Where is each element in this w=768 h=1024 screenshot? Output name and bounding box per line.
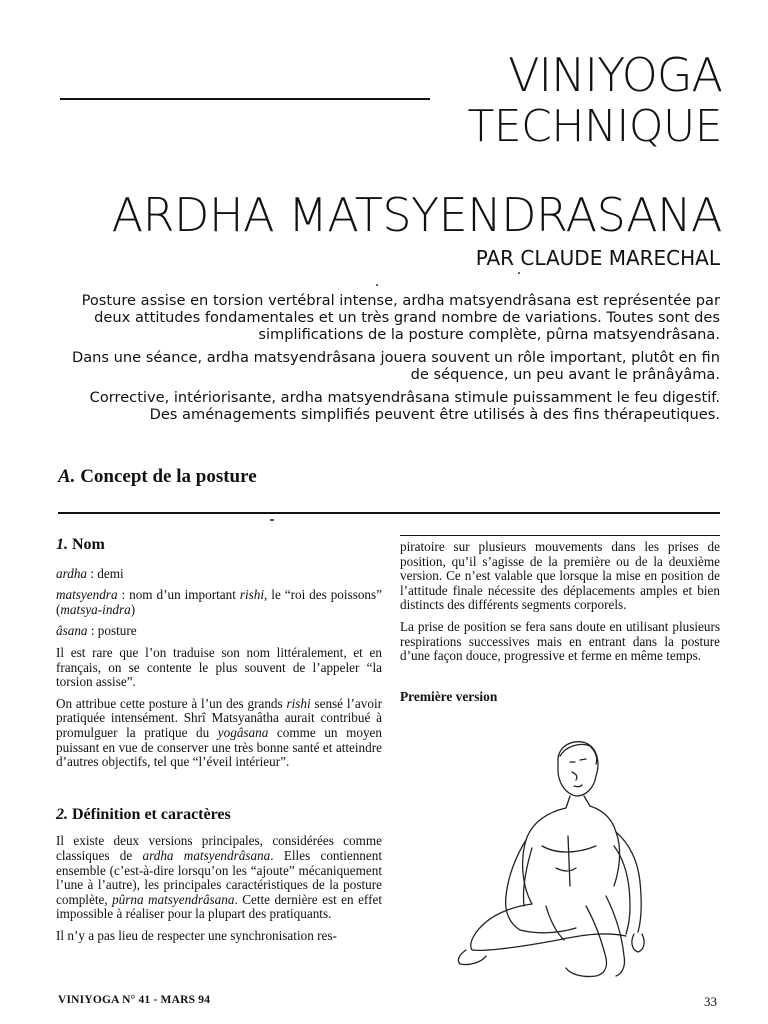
section-title: Concept de la posture xyxy=(80,466,257,487)
print-speck xyxy=(518,272,520,274)
subsection-heading-nom xyxy=(56,538,382,553)
page-number: 33 xyxy=(704,994,717,1009)
subsection-title: Nom xyxy=(72,536,105,553)
subsection-title: Définition et caractères xyxy=(72,805,231,823)
intro-paragraph: Corrective, intériorisante, ardha matsyendrâsana stimule puissamment le feu digestif. Des aménagements simplifiés peuvent être utilisés à des fins thérapeutiques. xyxy=(89,389,720,423)
text-run: sensé l’avoir pratiquée intensément. Shrî Matsyanâtha aurait contribué à promulguer la pratique du xyxy=(56,695,383,740)
footer-issue: VINIYOGA N° 41 - MARS 94 xyxy=(58,994,211,1006)
italic-term: ardha matsyendrâsana xyxy=(142,847,271,863)
subsection-number: 2. xyxy=(56,805,68,823)
glossary-definition: : nom d’un important xyxy=(117,587,240,603)
text-run: Il existe deux versions principales, considérées comme classiques de xyxy=(56,833,382,863)
figure-legs xyxy=(458,896,626,977)
section-label: TECHNIQUE xyxy=(467,101,722,152)
glossary-definition: ) xyxy=(130,601,136,617)
article-author: PAR CLAUDE MARECHAL xyxy=(475,246,720,270)
left-column xyxy=(56,538,382,950)
right-column xyxy=(400,540,720,704)
text-run: . Cette dernière est en effet impossible à réaliser pour la plupart des pratiquants. xyxy=(56,891,382,922)
article-intro xyxy=(70,292,720,429)
body-paragraph: Il est rare que l’on traduise son nom littéralement, et en français, on se contente le plus souvent de l’appeler “la torsion assise”. xyxy=(56,644,382,690)
glossary-definition: , le “roi des poissons” ( xyxy=(56,587,382,617)
subsection-number: 1. xyxy=(56,536,68,553)
text-run: On attribue cette posture à l’un des grands xyxy=(56,695,287,711)
italic-term: yogâsana xyxy=(217,724,269,740)
section-rule xyxy=(58,512,720,514)
body-paragraph xyxy=(56,697,382,770)
body-paragraph xyxy=(56,834,382,922)
print-speck xyxy=(376,284,378,286)
article-title: ARDHA MATSYENDRASANA xyxy=(111,188,722,242)
subsection-heading-definition xyxy=(56,805,382,823)
glossary-definition: : posture xyxy=(87,623,137,639)
figure-torso xyxy=(523,796,620,904)
version-subheading: Première version xyxy=(400,688,498,704)
intro-paragraph: Posture assise en torsion vertébral intense, ardha matsyendrâsana est représentée par deux attitudes fondamentales et un très grand nombre de variations. Toutes sont des simplifications de la posture complète, pûrna matsyendrâsana. xyxy=(81,292,720,343)
header-rule xyxy=(60,98,430,100)
text-run: . Elles contiennent ensemble (c’est-à-dire lorsqu’on les “ajoute” mécaniquement l’une à l’autre), les principales caractéristiques de la posture complète, xyxy=(56,847,383,907)
text-run: comme un moyen puissant en vue de conserver une très bonne santé et atteindre d’autres objectifs, tel que “l’éveil intérieur”. xyxy=(56,724,382,770)
body-paragraph: La prise de position se fera sans doute en utilisant plusieurs respirations successives mais en entrant dans la posture d’une façon douce, progressive et ferme en même temps. xyxy=(400,618,720,664)
glossary-term: matsyendra xyxy=(56,587,118,603)
pose-illustration xyxy=(446,736,666,980)
glossary-entry xyxy=(56,624,382,639)
print-speck xyxy=(270,519,274,521)
italic-term: pûrna matsyendrâsana xyxy=(112,891,235,907)
glossary-italic: matsya-indra xyxy=(60,601,131,617)
body-paragraph: piratoire sur plusieurs mouvements dans les prises de position, qu’il s’agisse de la première ou de la deuxième version. Ce n’est valable que lorsque la mise en position de l’attitude finale nécessite des déplacements amples et bien distincts des différents segments corporels. xyxy=(400,539,720,613)
glossary-term: ardha xyxy=(56,565,88,581)
glossary-term: âsana xyxy=(56,623,88,639)
glossary-entry xyxy=(56,567,382,582)
glossary-entry xyxy=(56,588,382,617)
italic-term: rishi xyxy=(286,695,311,711)
body-paragraph: Il n’y a pas lieu de respecter une synchronisation res- xyxy=(56,927,337,943)
section-letter: A. xyxy=(58,466,76,487)
intro-paragraph: Dans une séance, ardha matsyendrâsana jouera souvent un rôle important, plutôt en fin de séquence, un peu avant le prânâyâma. xyxy=(71,349,720,383)
magazine-brand: VINIYOGA xyxy=(508,48,722,102)
section-heading xyxy=(58,466,257,488)
glossary-italic: rishi xyxy=(239,587,265,603)
figure-head xyxy=(558,742,598,796)
glossary-definition: : demi xyxy=(87,565,124,581)
column-rule xyxy=(400,535,720,536)
